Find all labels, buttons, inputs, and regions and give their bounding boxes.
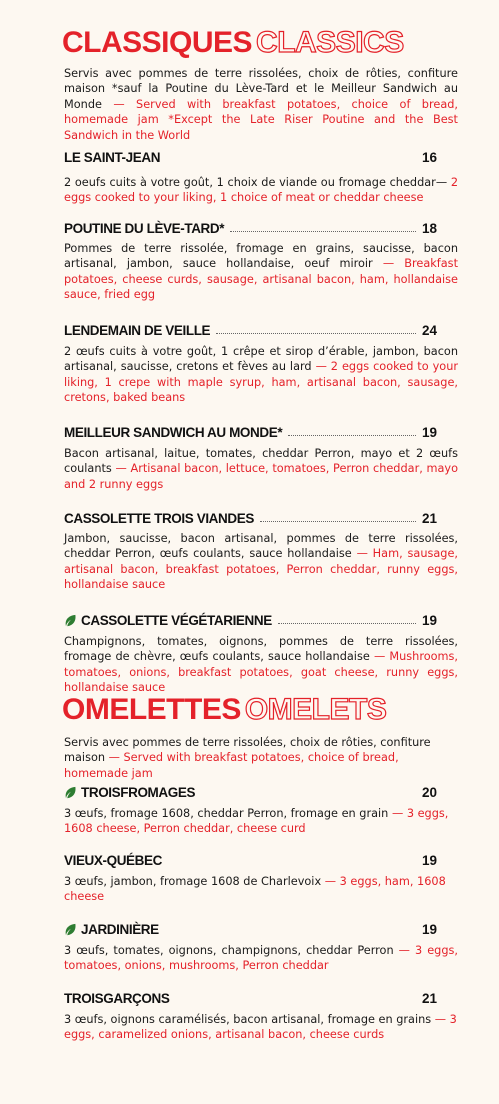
item-name — [64, 613, 272, 628]
dotted-leader — [278, 623, 416, 624]
menu-item-header — [64, 219, 437, 237]
item-desc-fr: 2 œufs cuits à votre goût, 1 crêpe et sirop d’érable, jambon, bacon artisanal, saucisse, cretons et fèves au lard — [64, 345, 458, 374]
item-price: 21 — [421, 510, 437, 526]
item-description — [64, 175, 458, 206]
item-name-text: TROISFROMAGES — [81, 784, 196, 800]
item-description — [64, 344, 458, 406]
menu-item-header — [64, 989, 437, 1007]
item-desc-fr: 2 oeufs cuits à votre goût, 1 choix de viande ou fromage cheddar— — [64, 176, 448, 189]
menu-item-header — [64, 509, 437, 527]
omelets-intro-en: — Served with breakfast potatoes, choice of bread, homemade jam — [64, 751, 399, 780]
item-description — [64, 806, 458, 837]
item-name: TROISGARÇONS — [64, 990, 170, 1006]
item-description — [64, 943, 458, 974]
dotted-leader — [216, 333, 416, 334]
classics-intro-fr: Servis avec pommes de terre rissolées, choix de rôties, confiture maison *sauf la Poutine du Lève-Tard et le Meilleur Sandwich au Monde — [64, 67, 458, 111]
classics-intro — [64, 66, 458, 143]
item-desc-fr: 3 œufs, tomates, oignons, champignons, cheddar Perron — [64, 944, 394, 957]
item-desc-en: — Ham, sausage, artisanal bacon, breakfast potatoes, Perron cheddar, runny eggs, hollandaise sauce — [64, 547, 458, 592]
item-name — [64, 922, 159, 937]
classics-title-en: CLASSICS — [256, 26, 404, 59]
dotted-leader — [288, 435, 416, 436]
item-description — [64, 634, 458, 696]
item-desc-fr: Bacon artisanal, laitue, tomates, cheddar Perron, mayo et 2 œufs coulants — [64, 447, 458, 476]
item-desc-en: — Breakfast potatoes, cheese curds, sausage, artisanal bacon, ham, hollandaise sauce, fried egg — [64, 257, 459, 302]
menu-item-header — [64, 321, 437, 339]
item-name: CASSOLETTE TROIS VIANDES — [64, 510, 254, 526]
item-name: POUTINE DU LÈVE-TARD* — [64, 220, 225, 236]
item-name: MEILLEUR SANDWICH AU MONDE* — [64, 424, 283, 440]
item-desc-en: — Artisanal bacon, lettuce, tomatoes, Perron cheddar, mayo and 2 runny eggs — [64, 462, 459, 491]
item-description — [64, 446, 458, 492]
item-price: 20 — [421, 784, 437, 800]
omelets-title — [62, 695, 386, 725]
item-name-text: JARDINIÈRE — [81, 921, 159, 937]
classics-title — [62, 28, 404, 58]
classics-intro-en: — Served with breakfast potatoes, choice of bread, homemade jam *Except the Late Riser Poutine and the Best Sandwich in the World — [64, 97, 459, 142]
menu-item-header — [64, 783, 437, 801]
dotted-leader — [230, 231, 416, 232]
item-description — [64, 531, 458, 593]
item-desc-en: 2 eggs cooked to your liking, 1 choice of meat or cheddar cheese — [64, 176, 459, 205]
item-desc-fr: 3 œufs, jambon, fromage 1608 de Charlevoix — [64, 875, 322, 888]
leaf-icon — [64, 923, 77, 936]
item-price: 19 — [421, 612, 437, 628]
item-price: 16 — [421, 149, 437, 165]
item-price: 21 — [421, 990, 437, 1006]
menu-item-header — [64, 920, 437, 938]
leaf-icon — [64, 786, 77, 799]
item-price: 19 — [421, 852, 437, 868]
item-desc-fr: Jambon, saucisse, bacon artisanal, pommes de terre rissolées, cheddar Perron, œufs coulants, sauce hollandaise — [64, 532, 458, 561]
item-description — [64, 241, 458, 303]
item-desc-fr: Pommes de terre rissolée, fromage en grains, saucisse, bacon artisanal, jambon, sauce hollandaise, oeuf miroir — [64, 242, 458, 271]
item-description — [64, 1012, 458, 1043]
menu-item-header — [64, 148, 437, 166]
item-name — [64, 785, 195, 800]
item-price: 19 — [421, 424, 437, 440]
item-name: LENDEMAIN DE VEILLE — [64, 322, 211, 338]
item-name-text: CASSOLETTE VÉGÉTARIENNE — [81, 612, 272, 628]
item-name: LE SAINT-JEAN — [64, 149, 161, 165]
omelets-title-fr: OMELETTES — [62, 693, 241, 726]
menu-item-header — [64, 851, 437, 869]
item-desc-fr: 3 œufs, oignons caramélisés, bacon artisanal, fromage en grains — [64, 1013, 432, 1026]
item-price: 18 — [421, 220, 437, 236]
item-desc-en: — Mushrooms, tomatoes, onions, breakfast potatoes, goat cheese, runny eggs, hollandaise sauce — [64, 650, 459, 695]
item-desc-fr: 3 œufs, fromage 1608, cheddar Perron, fromage en grain — [64, 807, 389, 820]
omelets-intro-fr: Servis avec pommes de terre rissolées, choix de rôties, confiture maison — [64, 736, 431, 765]
item-name: VIEUX-QUÉBEC — [64, 852, 162, 868]
item-desc-fr: Champignons, tomates, oignons, pommes de terre rissolées, fromage de chèvre, œufs coulants, sauce hollandaise — [64, 635, 458, 664]
item-desc-en: — 3 eggs, caramelized onions, artisanal bacon, cheese curds — [64, 1013, 457, 1042]
classics-title-fr: CLASSIQUES — [62, 26, 253, 59]
menu-item-header — [64, 423, 437, 441]
leaf-icon — [64, 614, 77, 627]
item-desc-en: — 3 eggs, ham, 1608 cheese — [64, 875, 446, 904]
omelets-title-en: OMELETS — [244, 693, 387, 726]
dotted-leader — [260, 521, 416, 522]
menu-item-header — [64, 611, 437, 629]
omelets-intro — [64, 735, 464, 781]
item-desc-en: — 3 eggs, tomatoes, onions, mushrooms, Perron cheddar — [64, 944, 458, 973]
item-desc-en: — 2 eggs cooked to your liking, 1 crepe with maple syrup, ham, artisanal bacon, sausage, cretons, baked beans — [64, 360, 459, 405]
item-price: 24 — [421, 322, 437, 338]
item-desc-en: — 3 eggs, 1608 cheese, Perron cheddar, cheese curd — [64, 807, 449, 836]
item-description — [64, 874, 458, 905]
item-price: 19 — [421, 921, 437, 937]
